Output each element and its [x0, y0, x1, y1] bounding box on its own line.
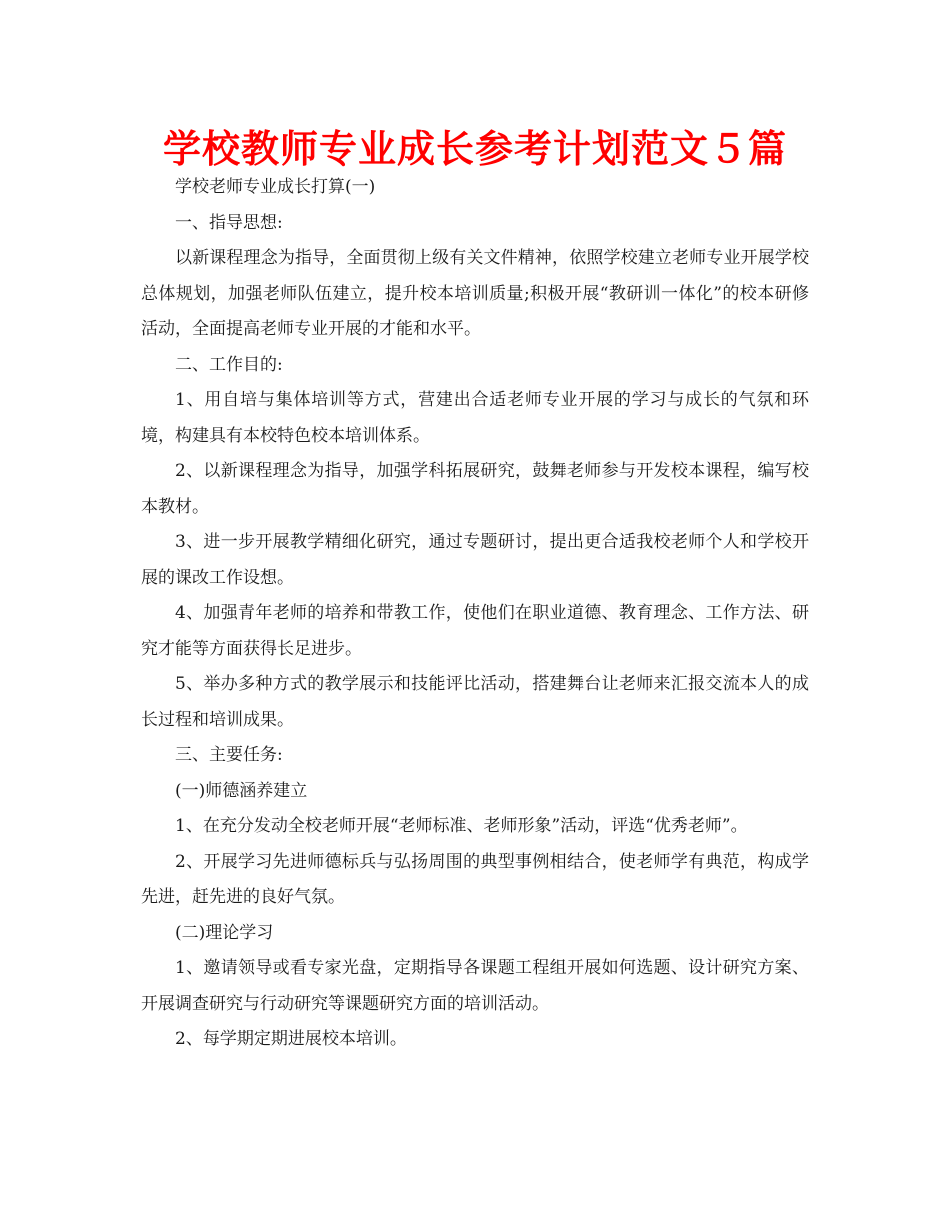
paragraph-heading-main-tasks: 三、主要任务: [175, 745, 283, 765]
paragraph: 3、进一步开展教学精细化研究，通过专题研讨，提出更合适我校老师个人和学校开展的课改工作设想。 [141, 532, 809, 588]
paragraph: 2、以新课程理念为指导，加强学科拓展研究，鼓舞老师参与开发校本课程，编写校本教材。 [141, 461, 809, 517]
paragraph: 1、用自培与集体培训等方式，营建出合适老师专业开展的学习与成长的气氛和环境，构建具有本校特色校本培训体系。 [141, 390, 809, 446]
paragraph: 1、在充分发动全校老师开展“老师标准、老师形象”活动，评选“优秀老师”。 [175, 816, 748, 836]
paragraph-subtitle: 学校老师专业成长打算(一) [175, 177, 376, 197]
paragraph: 2、每学期定期进展校本培训。 [175, 1029, 407, 1049]
paragraph-heading-goals: 二、工作目的: [175, 354, 283, 375]
document-body [141, 170, 809, 1058]
paragraph-subheading-ethics: (一)师德涵养建立 [175, 780, 308, 801]
document-title: 学校教师专业成长参考计划范文５篇 [162, 127, 787, 171]
paragraph: 以新课程理念为指导，全面贯彻上级有关文件精神，依照学校建立老师专业开展学校总体规划，加强老师队伍建立，提升校本培训质量;积极开展“教研训一体化”的校本研修活动，全面提高老师专业开展的才能和水平。 [141, 248, 809, 339]
paragraph: 5、举办多种方式的教学展示和技能评比活动，搭建舞台让老师来汇报交流本人的成长过程和培训成果。 [141, 674, 809, 730]
paragraph-heading-guiding-thought: 一、指导思想: [175, 212, 283, 233]
paragraph: 1、邀请领导或看专家光盘，定期指导各课题工程组开展如何选题、设计研究方案、开展调查研究与行动研究等课题研究方面的培训活动。 [141, 958, 809, 1014]
paragraph: 2、开展学习先进师德标兵与弘扬周围的典型事例相结合，使老师学有典范，构成学先进，赶先进的良好气氛。 [141, 851, 809, 907]
paragraph: 4、加强青年老师的培养和带教工作，使他们在职业道德、教育理念、工作方法、研究才能等方面获得长足进步。 [141, 603, 809, 659]
paragraph-subheading-theory: (二)理论学习 [175, 922, 274, 943]
